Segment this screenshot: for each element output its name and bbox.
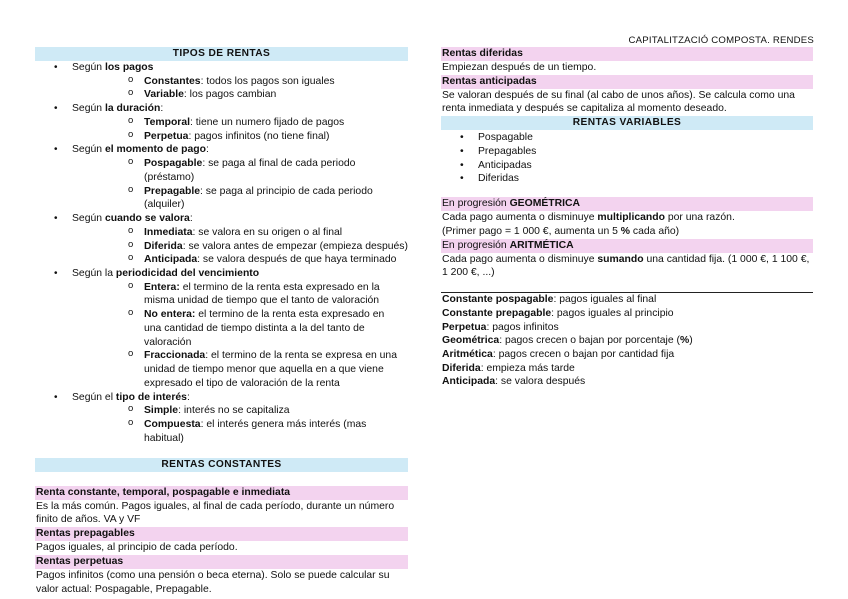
summary-item: Constante prepagable: pagos iguales al principio	[442, 307, 674, 319]
summary-list	[441, 293, 813, 389]
rentas-perpetuas-title: Rentas perpetuas	[35, 555, 408, 569]
tipos-list	[35, 61, 408, 446]
rentas-diferidas-title: Rentas diferidas	[441, 47, 813, 61]
tipo-item: o Temporal: tiene un numero fijado de pagos	[72, 116, 408, 130]
progresion-aritmetica-text: Cada pago aumenta o disminuye sumando una cantidad fija. (1 000 €, 1 100 €, 1 200 €, ...)	[442, 253, 810, 279]
tipo-item: o Diferida: se valora antes de empezar (empieza después)	[72, 240, 408, 254]
tipo-item: o Pospagable: se paga al final de cada periodo (préstamo)	[72, 157, 408, 184]
summary-item: Perpetua: pagos infinitos	[442, 321, 559, 333]
rentas-anticipadas-title: Rentas anticipadas	[441, 75, 813, 89]
tipos-group-periodicidad: • Según la periodicidad del vencimiento o Entera: el termino de la renta esta expresado en la misma unidad de tiempo que el tanto de valoración o No entera: el termino de la renta esta expresado en una cantidad de tiempo distinta a la del tanto de valoración o Fraccionada: el termino de la renta se expresa en una unidad de tiempo menor que aquella en a que viene expresado el tipo de valoración de la renta	[35, 267, 408, 391]
variables-list	[441, 131, 813, 186]
tipo-item: o Constantes: todos los pagos son iguales	[72, 75, 408, 89]
tipo-item: o Perpetua: pagos infinitos (no tiene final)	[72, 130, 408, 144]
rentas-prepagables-text: Pagos iguales, al principio de cada período.	[36, 542, 238, 554]
rentas-prepagables-title: Rentas prepagables	[35, 527, 408, 541]
tipo-item: o Anticipada: se valora después de que haya terminado	[72, 253, 408, 267]
left-column	[35, 47, 408, 596]
tipo-item: o Simple: interés no se capitaliza	[72, 404, 408, 418]
variables-item: • Anticipadas	[441, 159, 813, 173]
variables-item: • Diferidas	[441, 172, 813, 186]
tipo-item: o Compuesta: el interés genera más interés (mas habitual)	[72, 418, 408, 445]
tipo-item: o Prepagable: se paga al principio de cada periodo (alquiler)	[72, 185, 408, 212]
rentas-constantes-heading: RENTAS CONSTANTES	[35, 458, 408, 472]
tipo-item: o Entera: el termino de la renta esta expresado en la misma unidad de tiempo que el tanto de valoración	[72, 281, 408, 308]
tipo-item: o Fraccionada: el termino de la renta se expresa en una unidad de tiempo menor que aquella en a que viene expresado el tipo de valoración de la renta	[72, 349, 408, 390]
tipos-group-pagos: • Según los pagos o Constantes: todos los pagos son iguales o Variable: los pagos cambian	[35, 61, 408, 102]
page-header-title: CAPITALITZACIÓ COMPOSTA. RENDES	[628, 35, 814, 46]
progresion-geometrica-example: (Primer pago = 1 000 €, aumenta un 5 % cada año)	[442, 225, 680, 237]
renta-constante-title: Renta constante, temporal, pospagable e inmediata	[35, 486, 408, 500]
tipo-item: o Variable: los pagos cambian	[72, 88, 408, 102]
rentas-variables-heading: RENTAS VARIABLES	[441, 116, 813, 130]
rentas-perpetuas-text: Pagos infinitos (como una pensión o beca eterna). Solo se puede calcular su valor actual: Pospagable, Prepagable.	[36, 569, 390, 595]
summary-item: Constante pospagable: pagos iguales al final	[442, 294, 657, 306]
rentas-anticipadas-text: Se valoran después de su final (al cabo de unos años). Se calcula como una renta inmediata y después se capitaliza al momento deseado.	[442, 89, 795, 115]
rentas-diferidas-text: Empiezan después de un tiempo.	[442, 62, 597, 73]
tipo-item: o Inmediata: se valora en su origen o al final	[72, 226, 408, 240]
summary-item: Aritmética: pagos crecen o bajan por cantidad fija	[442, 349, 675, 361]
progresion-geometrica-text: Cada pago aumenta o disminuye multiplicando por una razón.	[442, 212, 735, 224]
tipo-item: o No entera: el termino de la renta esta expresado en una cantidad de tiempo distinta a la del tanto de valoración	[72, 308, 408, 349]
tipos-group-momento-pago: • Según el momento de pago: o Pospagable: se paga al final de cada periodo (préstamo) o Prepagable: se paga al principio de cada periodo (alquiler)	[35, 143, 408, 212]
summary-item: Diferida: empieza más tarde	[442, 362, 575, 374]
variables-item: • Pospagable	[441, 131, 813, 145]
variables-item: • Prepagables	[441, 145, 813, 159]
tipos-group-cuando-valora: • Según cuando se valora: o Inmediata: se valora en su origen o al final o Diferida: se valora antes de empezar (empieza después) o Anticipada: se valora después de que haya terminado	[35, 212, 408, 267]
progresion-aritmetica-title: En progresión ARITMÉTICA	[441, 239, 813, 253]
tipos-de-rentas-heading: TIPOS DE RENTAS	[35, 47, 408, 61]
progresion-geometrica-title: En progresión GEOMÉTRICA	[441, 197, 813, 211]
tipos-group-tipo-interes: • Según el tipo de interés: o Simple: interés no se capitaliza o Compuesta: el interés genera más interés (mas habitual)	[35, 391, 408, 446]
renta-constante-text: Es la más común. Pagos iguales, al final de cada período, durante un número finito de años. VA y VF	[36, 500, 395, 526]
summary-item: Geométrica: pagos crecen o bajan por porcentaje (%)	[442, 335, 693, 347]
summary-item: Anticipada: se valora después	[442, 376, 586, 388]
right-column	[441, 47, 813, 389]
tipos-group-duracion: • Según la duración: o Temporal: tiene un numero fijado de pagos o Perpetua: pagos infinitos (no tiene final)	[35, 102, 408, 143]
